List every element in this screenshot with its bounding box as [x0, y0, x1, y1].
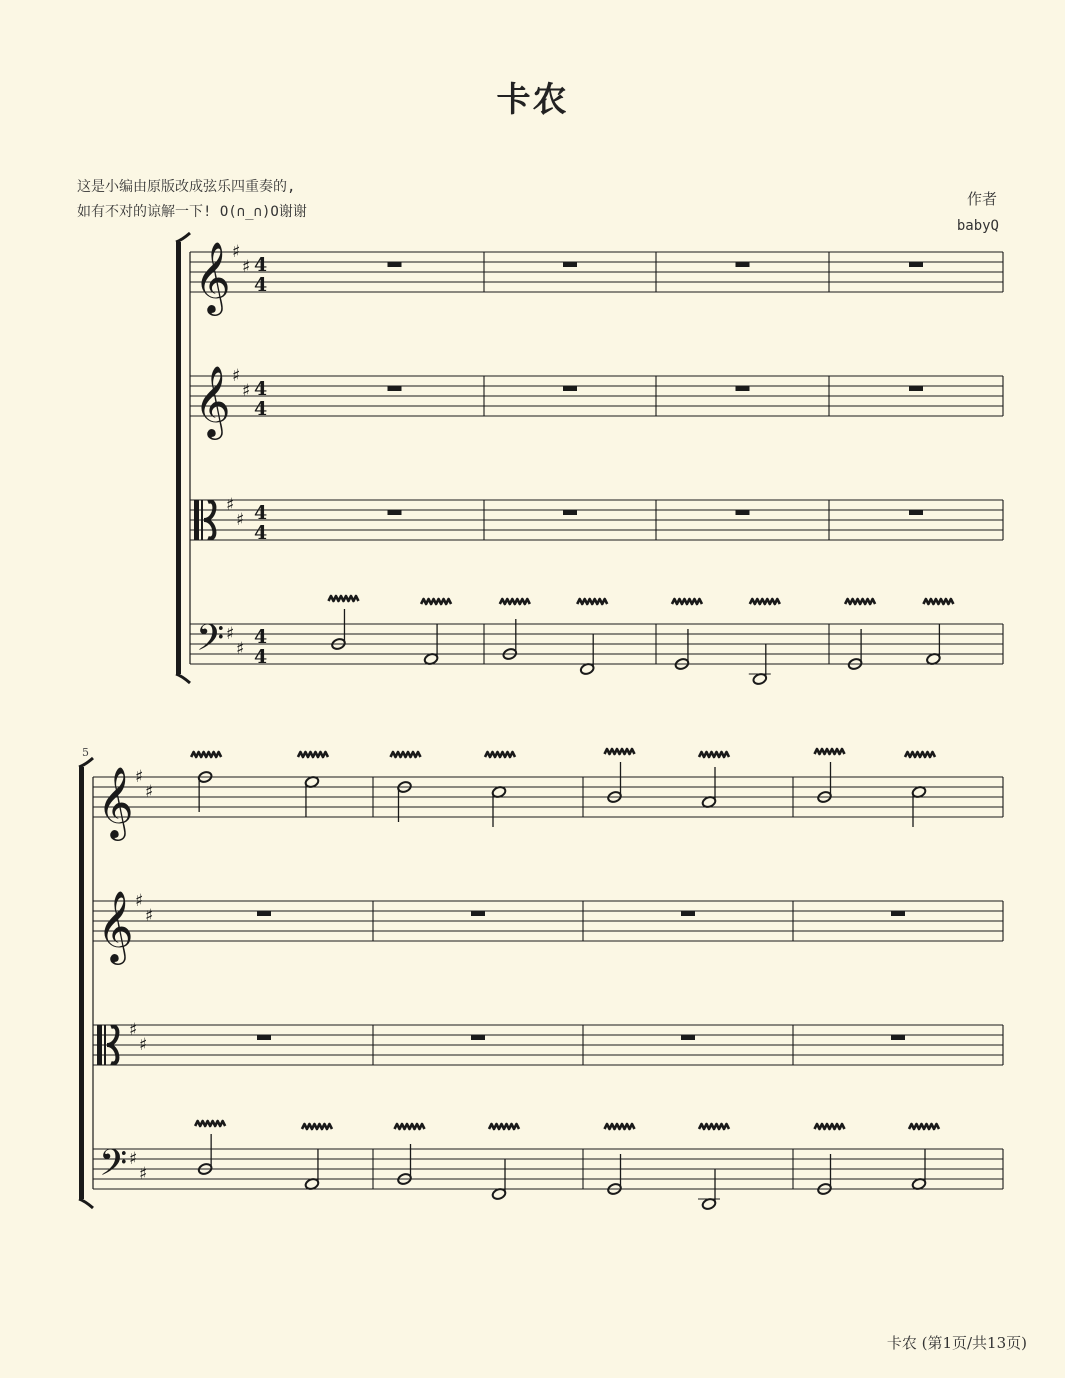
- sharp-icon: ♯: [139, 1164, 148, 1184]
- mordent-icon: [298, 752, 328, 757]
- mordent-icon: [923, 599, 953, 604]
- whole-rest-icon: [563, 262, 577, 267]
- score-title: 卡农: [496, 80, 569, 120]
- mordent-icon: [328, 596, 358, 601]
- sharp-icon: ♯: [145, 906, 154, 926]
- mordent-icon: [815, 1124, 845, 1129]
- whole-rest-icon: [736, 510, 750, 515]
- mordent-icon: [905, 752, 935, 757]
- whole-rest-icon: [471, 1035, 485, 1040]
- whole-rest-icon: [681, 911, 695, 916]
- sharp-icon: ♯: [135, 891, 144, 911]
- whole-rest-icon: [736, 386, 750, 391]
- whole-rest-icon: [909, 510, 923, 515]
- mordent-icon: [699, 752, 729, 757]
- whole-rest-icon: [891, 1035, 905, 1040]
- sharp-icon: ♯: [232, 366, 241, 386]
- whole-rest-icon: [909, 262, 923, 267]
- time-signature-bottom: 4: [254, 646, 268, 668]
- time-signature-top: 4: [254, 378, 268, 400]
- mordent-icon: [489, 1124, 519, 1129]
- whole-rest-icon: [891, 911, 905, 916]
- whole-rest-icon: [388, 262, 402, 267]
- sharp-icon: ♯: [242, 257, 251, 277]
- sharp-icon: ♯: [242, 381, 251, 401]
- treble-clef-icon: 𝄞: [194, 240, 231, 313]
- treble-clef-icon: 𝄞: [97, 889, 134, 962]
- time-signature-bottom: 4: [254, 522, 268, 544]
- bracket-hook-bottom: [79, 1199, 93, 1208]
- mordent-icon: [391, 752, 421, 757]
- whole-rest-icon: [471, 911, 485, 916]
- time-signature-bottom: 4: [254, 398, 268, 420]
- mordent-icon: [750, 599, 780, 604]
- bracket-hook-top: [176, 233, 190, 242]
- time-signature-top: 4: [254, 502, 268, 524]
- bass-clef-icon: 𝄢: [196, 617, 225, 668]
- sharp-icon: ♯: [145, 782, 154, 802]
- staves: [79, 233, 1003, 1211]
- system-bracket: [176, 242, 181, 674]
- bass-clef-icon: 𝄢: [99, 1142, 128, 1193]
- composer-name: babyQ: [956, 218, 999, 234]
- mordent-icon: [605, 1124, 635, 1129]
- mordent-icon: [672, 599, 702, 604]
- time-signature-top: 4: [254, 254, 268, 276]
- sharp-icon: ♯: [129, 1020, 138, 1040]
- sharp-icon: ♯: [135, 767, 144, 787]
- time-signature-bottom: 4: [254, 274, 268, 296]
- whole-rest-icon: [257, 1035, 271, 1040]
- mordent-icon: [195, 1121, 225, 1126]
- mordent-icon: [302, 1124, 332, 1129]
- page-footer: 卡农 (第1页/共13页): [886, 1334, 1027, 1352]
- treble-clef-icon: 𝄞: [97, 765, 134, 838]
- mordent-icon: [577, 599, 607, 604]
- mordent-icon: [815, 749, 845, 754]
- whole-rest-icon: [388, 386, 402, 391]
- sharp-icon: ♯: [232, 242, 241, 262]
- arranger-note-line2: 如有不对的谅解一下! O(∩_∩)O谢谢: [77, 204, 307, 220]
- whole-rest-icon: [563, 386, 577, 391]
- bracket-hook-bottom: [176, 674, 190, 683]
- whole-rest-icon: [257, 911, 271, 916]
- treble-clef-icon: 𝄞: [194, 364, 231, 437]
- mordent-icon: [191, 752, 221, 757]
- sharp-icon: ♯: [226, 624, 235, 644]
- mordent-icon: [485, 752, 515, 757]
- composer-label: 作者: [966, 190, 997, 208]
- sharp-icon: ♯: [236, 639, 245, 659]
- whole-rest-icon: [388, 510, 402, 515]
- sharp-icon: ♯: [226, 495, 235, 515]
- measure-number: 5: [82, 746, 89, 759]
- arranger-note-line1: 这是小编由原版改成弦乐四重奏的,: [77, 179, 296, 195]
- mordent-icon: [605, 749, 635, 754]
- whole-rest-icon: [563, 510, 577, 515]
- mordent-icon: [699, 1124, 729, 1129]
- mordent-icon: [421, 599, 451, 604]
- whole-rest-icon: [909, 386, 923, 391]
- mordent-icon: [845, 599, 875, 604]
- whole-rest-icon: [736, 262, 750, 267]
- time-signature-top: 4: [254, 626, 268, 648]
- sharp-icon: ♯: [236, 510, 245, 530]
- sharp-icon: ♯: [139, 1035, 148, 1055]
- mordent-icon: [500, 599, 530, 604]
- bracket-hook-top: [79, 758, 93, 767]
- mordent-icon: [909, 1124, 939, 1129]
- system-bracket: [79, 767, 84, 1199]
- mordent-icon: [395, 1124, 425, 1129]
- whole-rest-icon: [681, 1035, 695, 1040]
- sharp-icon: ♯: [129, 1149, 138, 1169]
